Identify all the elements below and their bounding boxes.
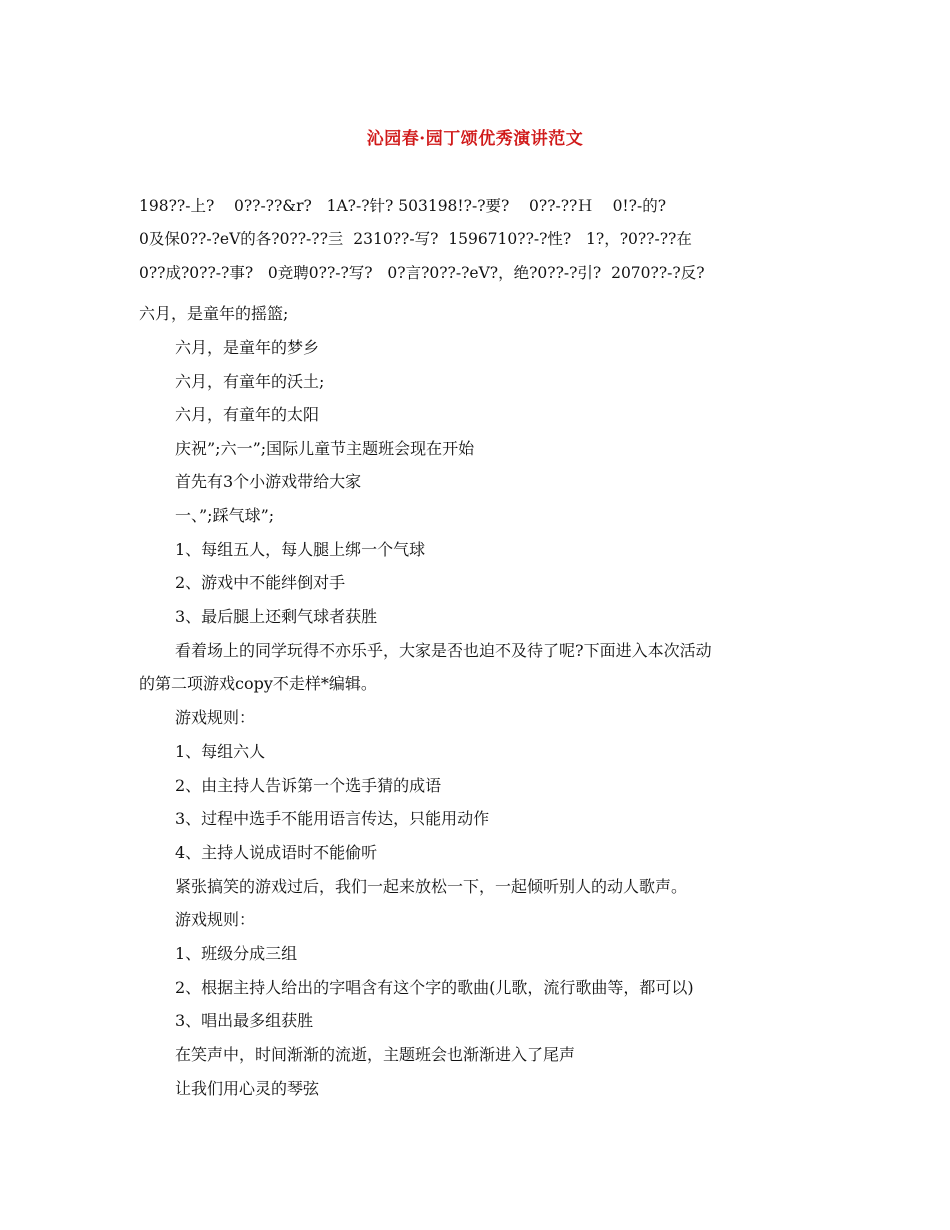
paragraph: 2、根据主持人给出的字唱含有这个字的歌曲(儿歌，流行歌曲等，都可以) (175, 978, 694, 997)
paragraph: 2、由主持人告诉第一个选手猜的成语 (175, 776, 442, 795)
paragraph: 看着场上的同学玩得不亦乐乎，大家是否也迫不及待了呢?下面进入本次活动 (175, 641, 712, 660)
paragraph: 4、主持人说成语时不能偷听 (175, 843, 378, 862)
paragraph: 庆祝”;六一”;国际儿童节主题班会现在开始 (175, 439, 475, 458)
paragraph: 六月，有童年的太阳 (175, 405, 320, 424)
document-title: 沁园春·园丁颂优秀演讲范文 (366, 129, 584, 149)
paragraph: 在笑声中，时间渐渐的流逝，主题班会也渐渐进入了尾声 (175, 1045, 576, 1064)
paragraph: 3、过程中选手不能用语言传达，只能用动作 (175, 809, 490, 828)
paragraph: 紧张搞笑的游戏过后，我们一起来放松一下，一起倾听别人的动人歌声。 (175, 877, 688, 896)
paragraph: 六月，是童年的梦乡 (175, 338, 320, 357)
paragraph: 游戏规则： (175, 708, 256, 727)
paragraph: 一、”;踩气球”; (175, 506, 275, 525)
paragraph: 1、每组六人 (175, 742, 266, 761)
paragraph: 3、最后腿上还剩气球者获胜 (175, 607, 378, 626)
paragraph: 3、唱出最多组获胜 (175, 1011, 314, 1030)
paragraph: 1、班级分成三组 (175, 944, 298, 963)
paragraph: 六月，有童年的沃土; (175, 372, 325, 391)
paragraph: 首先有3个小游戏带给大家 (175, 472, 362, 491)
garbled-line-3: 0??成?0??-?事? 0竞聘0??-?写? 0?言?0??-?eV?，绝?0??-?引? 2070??-?反? (139, 264, 705, 282)
garbled-line-2: 0及保0??-?eV的各?0??-??亖 2310??-写? 1596710??-?性? 1?，?0??-??在 (139, 230, 692, 248)
paragraph: 让我们用心灵的琴弦 (175, 1079, 320, 1098)
paragraph: 1、每组五人，每人腿上绑一个气球 (175, 540, 426, 559)
paragraph: 的第二项游戏copy不走样*编辑。 (139, 674, 377, 693)
garbled-line-1: 198??-上? 0??-??&r? 1A?-?针? 503198!?-?要? 0??-??Ｈ 0!?-的? (139, 197, 667, 215)
paragraph: 六月，是童年的摇篮; (139, 304, 289, 323)
paragraph: 游戏规则： (175, 910, 256, 929)
paragraph: 2、游戏中不能绊倒对手 (175, 573, 346, 592)
